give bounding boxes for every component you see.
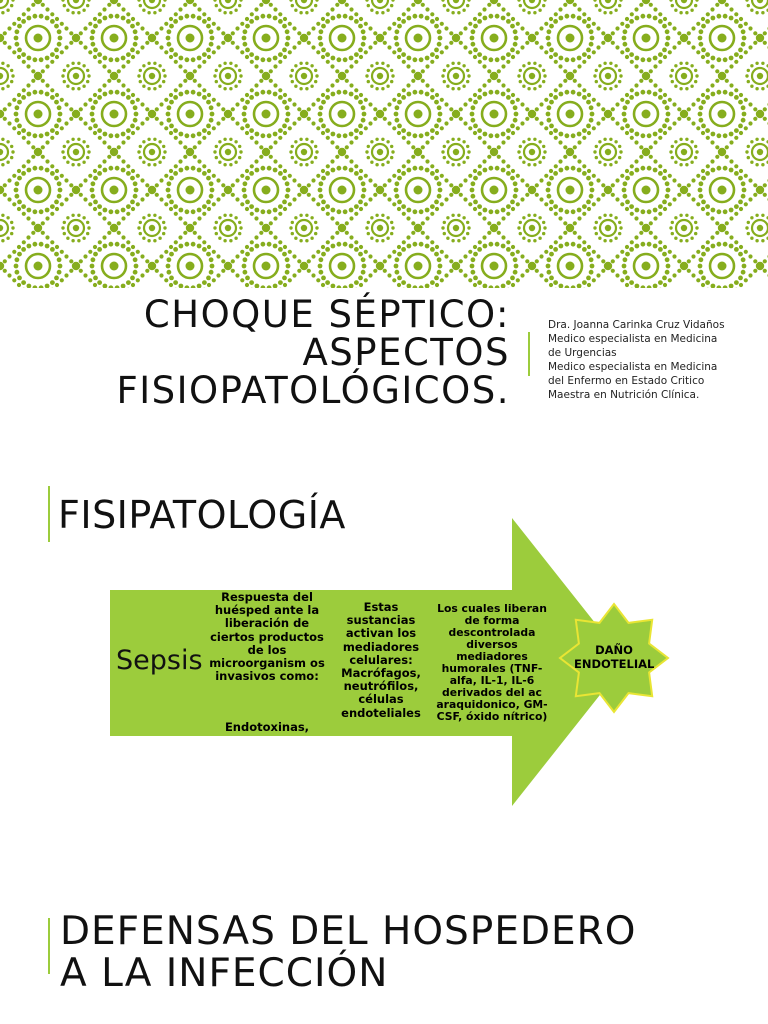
author-credential-line: Maestra en Nutrición Clínica. bbox=[548, 389, 700, 401]
title-divider bbox=[528, 332, 530, 376]
title-line-1: DEFENSAS DEL HOSPEDERO bbox=[60, 909, 637, 954]
sepsis-label: Sepsis bbox=[116, 645, 203, 676]
author-name: Dra. Joanna Carinka Cruz Vidaños bbox=[548, 319, 725, 331]
section-accent-bar bbox=[48, 918, 50, 974]
title-line-3: FISIOPATOLÓGICOS. bbox=[116, 369, 510, 412]
title-line-1: CHOQUE SÉPTICO: bbox=[143, 293, 510, 336]
endotoxins-text: Endotoxinas, bbox=[224, 720, 310, 734]
section-title bbox=[60, 911, 636, 995]
title-line-2: A LA INFECCIÓN bbox=[60, 951, 389, 996]
author-credential-line: del Enfermo en Estado Critico bbox=[548, 375, 705, 387]
author-credential-line: Medico especialista en Medicina bbox=[548, 361, 718, 373]
decorative-pattern-header bbox=[0, 0, 768, 288]
section-accent-bar bbox=[48, 486, 50, 542]
host-response-text: Respuesta del huésped ante la liberación de ciertos productos de los microorganism os invasivos como: bbox=[209, 590, 325, 684]
author-info bbox=[548, 318, 763, 402]
author-credential-line: de Urgencias bbox=[548, 347, 617, 359]
section-title: FISIPATOLOGÍA bbox=[58, 493, 346, 537]
title-line-2: ASPECTOS bbox=[302, 331, 510, 374]
cellular-mediators-text: Estas sustancias activan los mediadores celulares: Macrófagos, neutrófilos, células endoteliales bbox=[341, 600, 421, 720]
humoral-mediators-text: Los cuales liberan de forma descontrolada diversos mediadores humorales (TNF-alfa, IL-1, IL-6 derivados del ac araquidonico, GM-CSF, óxido nítrico) bbox=[436, 602, 548, 723]
endothelial-damage-label: DAÑO ENDOTELIAL bbox=[574, 643, 655, 671]
presentation-title bbox=[40, 293, 510, 412]
author-credential-line: Medico especialista en Medicina bbox=[548, 333, 718, 345]
